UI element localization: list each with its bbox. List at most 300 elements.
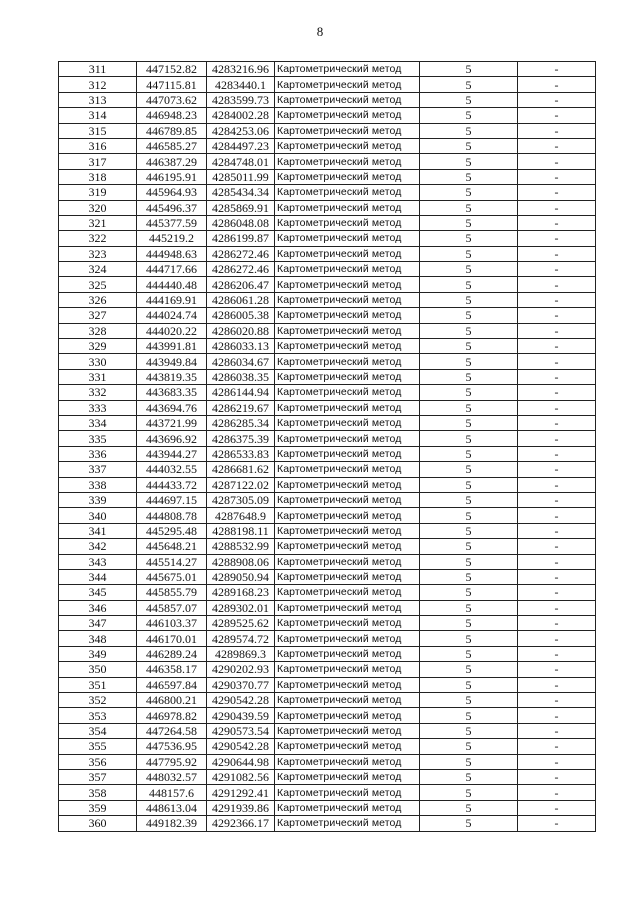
- table-row: [59, 415, 596, 430]
- x-coordinate-cell: 446387.29: [137, 154, 207, 169]
- note-cell: -: [518, 262, 596, 277]
- x-coordinate-cell: 445675.01: [137, 569, 207, 584]
- table-row: [59, 308, 596, 323]
- y-coordinate-cell: 4290202.93: [207, 662, 275, 677]
- point-number-cell: 331: [59, 369, 137, 384]
- y-coordinate-cell: 4289050.94: [207, 569, 275, 584]
- note-cell: -: [518, 631, 596, 646]
- table-row: [59, 446, 596, 461]
- accuracy-cell: 5: [420, 246, 518, 261]
- y-coordinate-cell: 4287648.9: [207, 508, 275, 523]
- table-row: [59, 108, 596, 123]
- accuracy-cell: 5: [420, 662, 518, 677]
- x-coordinate-cell: 443696.92: [137, 431, 207, 446]
- table-row: [59, 693, 596, 708]
- method-cell: Картометрический метод: [275, 631, 420, 646]
- method-cell: Картометрический метод: [275, 138, 420, 153]
- method-cell: Картометрический метод: [275, 246, 420, 261]
- note-cell: -: [518, 754, 596, 769]
- y-coordinate-cell: 4284002.28: [207, 108, 275, 123]
- x-coordinate-cell: 445295.48: [137, 523, 207, 538]
- table-row: [59, 277, 596, 292]
- accuracy-cell: 5: [420, 185, 518, 200]
- note-cell: -: [518, 646, 596, 661]
- note-cell: -: [518, 308, 596, 323]
- method-cell: Картометрический метод: [275, 77, 420, 92]
- note-cell: -: [518, 431, 596, 446]
- note-cell: -: [518, 677, 596, 692]
- x-coordinate-cell: 443683.35: [137, 385, 207, 400]
- accuracy-cell: 5: [420, 446, 518, 461]
- y-coordinate-cell: 4288198.11: [207, 523, 275, 538]
- method-cell: Картометрический метод: [275, 369, 420, 384]
- note-cell: -: [518, 369, 596, 384]
- y-coordinate-cell: 4286272.46: [207, 246, 275, 261]
- y-coordinate-cell: 4286681.62: [207, 462, 275, 477]
- note-cell: -: [518, 354, 596, 369]
- point-number-cell: 360: [59, 816, 137, 831]
- x-coordinate-cell: 447536.95: [137, 739, 207, 754]
- x-coordinate-cell: 448032.57: [137, 769, 207, 784]
- method-cell: Картометрический метод: [275, 92, 420, 107]
- method-cell: Картометрический метод: [275, 739, 420, 754]
- accuracy-cell: 5: [420, 431, 518, 446]
- y-coordinate-cell: 4286034.67: [207, 354, 275, 369]
- note-cell: -: [518, 323, 596, 338]
- y-coordinate-cell: 4290644.98: [207, 754, 275, 769]
- table-row: [59, 215, 596, 230]
- y-coordinate-cell: 4287305.09: [207, 492, 275, 507]
- x-coordinate-cell: 445857.07: [137, 600, 207, 615]
- point-number-cell: 316: [59, 138, 137, 153]
- table-row: [59, 646, 596, 661]
- note-cell: -: [518, 569, 596, 584]
- method-cell: Картометрический метод: [275, 262, 420, 277]
- point-number-cell: 315: [59, 123, 137, 138]
- y-coordinate-cell: 4290573.54: [207, 723, 275, 738]
- point-number-cell: 320: [59, 200, 137, 215]
- method-cell: Картометрический метод: [275, 123, 420, 138]
- point-number-cell: 355: [59, 739, 137, 754]
- x-coordinate-cell: 443944.27: [137, 446, 207, 461]
- accuracy-cell: 5: [420, 385, 518, 400]
- note-cell: -: [518, 185, 596, 200]
- accuracy-cell: 5: [420, 400, 518, 415]
- x-coordinate-cell: 446948.23: [137, 108, 207, 123]
- point-number-cell: 342: [59, 539, 137, 554]
- point-number-cell: 312: [59, 77, 137, 92]
- x-coordinate-cell: 448157.6: [137, 785, 207, 800]
- method-cell: Картометрический метод: [275, 169, 420, 184]
- y-coordinate-cell: 4292366.17: [207, 816, 275, 831]
- method-cell: Картометрический метод: [275, 431, 420, 446]
- y-coordinate-cell: 4286048.08: [207, 215, 275, 230]
- table-row: [59, 339, 596, 354]
- accuracy-cell: 5: [420, 769, 518, 784]
- x-coordinate-cell: 447795.92: [137, 754, 207, 769]
- point-number-cell: 318: [59, 169, 137, 184]
- table-row: [59, 169, 596, 184]
- method-cell: Картометрический метод: [275, 477, 420, 492]
- point-number-cell: 359: [59, 800, 137, 815]
- y-coordinate-cell: 4286144.94: [207, 385, 275, 400]
- method-cell: Картометрический метод: [275, 569, 420, 584]
- x-coordinate-cell: 444808.78: [137, 508, 207, 523]
- point-number-cell: 345: [59, 585, 137, 600]
- accuracy-cell: 5: [420, 231, 518, 246]
- note-cell: -: [518, 523, 596, 538]
- coordinates-table: [58, 61, 596, 832]
- x-coordinate-cell: 445219.2: [137, 231, 207, 246]
- y-coordinate-cell: 4289525.62: [207, 616, 275, 631]
- x-coordinate-cell: 445964.93: [137, 185, 207, 200]
- table-row: [59, 323, 596, 338]
- method-cell: Картометрический метод: [275, 800, 420, 815]
- accuracy-cell: 5: [420, 77, 518, 92]
- method-cell: Картометрический метод: [275, 677, 420, 692]
- method-cell: Картометрический метод: [275, 646, 420, 661]
- accuracy-cell: 5: [420, 323, 518, 338]
- method-cell: Картометрический метод: [275, 662, 420, 677]
- table-row: [59, 185, 596, 200]
- x-coordinate-cell: 446597.84: [137, 677, 207, 692]
- table-row: [59, 462, 596, 477]
- accuracy-cell: 5: [420, 508, 518, 523]
- method-cell: Картометрический метод: [275, 231, 420, 246]
- point-number-cell: 349: [59, 646, 137, 661]
- method-cell: Картометрический метод: [275, 62, 420, 77]
- table-row: [59, 523, 596, 538]
- x-coordinate-cell: 444697.15: [137, 492, 207, 507]
- x-coordinate-cell: 447115.81: [137, 77, 207, 92]
- note-cell: -: [518, 662, 596, 677]
- accuracy-cell: 5: [420, 415, 518, 430]
- y-coordinate-cell: 4284253.06: [207, 123, 275, 138]
- point-number-cell: 330: [59, 354, 137, 369]
- table-row: [59, 585, 596, 600]
- x-coordinate-cell: 446195.91: [137, 169, 207, 184]
- note-cell: -: [518, 231, 596, 246]
- table-row: [59, 508, 596, 523]
- point-number-cell: 347: [59, 616, 137, 631]
- x-coordinate-cell: 446103.37: [137, 616, 207, 631]
- note-cell: -: [518, 77, 596, 92]
- accuracy-cell: 5: [420, 354, 518, 369]
- x-coordinate-cell: 445514.27: [137, 554, 207, 569]
- x-coordinate-cell: 444169.91: [137, 292, 207, 307]
- table-row: [59, 138, 596, 153]
- y-coordinate-cell: 4286272.46: [207, 262, 275, 277]
- note-cell: -: [518, 385, 596, 400]
- method-cell: Картометрический метод: [275, 769, 420, 784]
- method-cell: Картометрический метод: [275, 215, 420, 230]
- y-coordinate-cell: 4290439.59: [207, 708, 275, 723]
- method-cell: Картометрический метод: [275, 816, 420, 831]
- method-cell: Картометрический метод: [275, 616, 420, 631]
- y-coordinate-cell: 4289869.3: [207, 646, 275, 661]
- y-coordinate-cell: 4286061.28: [207, 292, 275, 307]
- accuracy-cell: 5: [420, 154, 518, 169]
- point-number-cell: 333: [59, 400, 137, 415]
- method-cell: Картометрический метод: [275, 323, 420, 338]
- method-cell: Картометрический метод: [275, 708, 420, 723]
- x-coordinate-cell: 447152.82: [137, 62, 207, 77]
- method-cell: Картометрический метод: [275, 185, 420, 200]
- method-cell: Картометрический метод: [275, 539, 420, 554]
- accuracy-cell: 5: [420, 308, 518, 323]
- y-coordinate-cell: 4283216.96: [207, 62, 275, 77]
- point-number-cell: 328: [59, 323, 137, 338]
- method-cell: Картометрический метод: [275, 385, 420, 400]
- point-number-cell: 335: [59, 431, 137, 446]
- note-cell: -: [518, 816, 596, 831]
- x-coordinate-cell: 444948.63: [137, 246, 207, 261]
- y-coordinate-cell: 4285869.91: [207, 200, 275, 215]
- table-row: [59, 800, 596, 815]
- accuracy-cell: 5: [420, 62, 518, 77]
- point-number-cell: 353: [59, 708, 137, 723]
- x-coordinate-cell: 444717.66: [137, 262, 207, 277]
- point-number-cell: 334: [59, 415, 137, 430]
- y-coordinate-cell: 4283599.73: [207, 92, 275, 107]
- table-row: [59, 246, 596, 261]
- table-row: [59, 708, 596, 723]
- y-coordinate-cell: 4290542.28: [207, 693, 275, 708]
- note-cell: -: [518, 616, 596, 631]
- table-row: [59, 231, 596, 246]
- accuracy-cell: 5: [420, 369, 518, 384]
- method-cell: Картометрический метод: [275, 154, 420, 169]
- x-coordinate-cell: 444032.55: [137, 462, 207, 477]
- note-cell: -: [518, 154, 596, 169]
- accuracy-cell: 5: [420, 523, 518, 538]
- table-row: [59, 739, 596, 754]
- accuracy-cell: 5: [420, 800, 518, 815]
- y-coordinate-cell: 4286033.13: [207, 339, 275, 354]
- x-coordinate-cell: 446170.01: [137, 631, 207, 646]
- method-cell: Картометрический метод: [275, 508, 420, 523]
- y-coordinate-cell: 4286533.83: [207, 446, 275, 461]
- accuracy-cell: 5: [420, 277, 518, 292]
- table-row: [59, 385, 596, 400]
- y-coordinate-cell: 4291939.86: [207, 800, 275, 815]
- note-cell: -: [518, 508, 596, 523]
- accuracy-cell: 5: [420, 816, 518, 831]
- table-row: [59, 123, 596, 138]
- table-row: [59, 400, 596, 415]
- method-cell: Картометрический метод: [275, 462, 420, 477]
- note-cell: -: [518, 292, 596, 307]
- table-row: [59, 616, 596, 631]
- x-coordinate-cell: 447264.58: [137, 723, 207, 738]
- accuracy-cell: 5: [420, 169, 518, 184]
- method-cell: Картометрический метод: [275, 400, 420, 415]
- note-cell: -: [518, 246, 596, 261]
- table-row: [59, 554, 596, 569]
- x-coordinate-cell: 446289.24: [137, 646, 207, 661]
- point-number-cell: 322: [59, 231, 137, 246]
- method-cell: Картометрический метод: [275, 339, 420, 354]
- note-cell: -: [518, 708, 596, 723]
- accuracy-cell: 5: [420, 200, 518, 215]
- accuracy-cell: 5: [420, 600, 518, 615]
- point-number-cell: 321: [59, 215, 137, 230]
- accuracy-cell: 5: [420, 708, 518, 723]
- accuracy-cell: 5: [420, 492, 518, 507]
- x-coordinate-cell: 445377.59: [137, 215, 207, 230]
- x-coordinate-cell: 446358.17: [137, 662, 207, 677]
- note-cell: -: [518, 785, 596, 800]
- accuracy-cell: 5: [420, 616, 518, 631]
- y-coordinate-cell: 4289168.23: [207, 585, 275, 600]
- note-cell: -: [518, 200, 596, 215]
- accuracy-cell: 5: [420, 92, 518, 107]
- accuracy-cell: 5: [420, 477, 518, 492]
- note-cell: -: [518, 339, 596, 354]
- point-number-cell: 357: [59, 769, 137, 784]
- accuracy-cell: 5: [420, 569, 518, 584]
- note-cell: -: [518, 169, 596, 184]
- point-number-cell: 354: [59, 723, 137, 738]
- note-cell: -: [518, 123, 596, 138]
- method-cell: Картометрический метод: [275, 415, 420, 430]
- method-cell: Картометрический метод: [275, 292, 420, 307]
- x-coordinate-cell: 447073.62: [137, 92, 207, 107]
- table-row: [59, 92, 596, 107]
- table-row: [59, 785, 596, 800]
- note-cell: -: [518, 585, 596, 600]
- method-cell: Картометрический метод: [275, 108, 420, 123]
- note-cell: -: [518, 554, 596, 569]
- table-row: [59, 292, 596, 307]
- table-row: [59, 354, 596, 369]
- point-number-cell: 323: [59, 246, 137, 261]
- x-coordinate-cell: 445496.37: [137, 200, 207, 215]
- x-coordinate-cell: 446978.82: [137, 708, 207, 723]
- note-cell: -: [518, 415, 596, 430]
- note-cell: -: [518, 62, 596, 77]
- method-cell: Картометрический метод: [275, 554, 420, 569]
- y-coordinate-cell: 4284748.01: [207, 154, 275, 169]
- accuracy-cell: 5: [420, 693, 518, 708]
- note-cell: -: [518, 215, 596, 230]
- point-number-cell: 351: [59, 677, 137, 692]
- table-row: [59, 492, 596, 507]
- table-row: [59, 677, 596, 692]
- accuracy-cell: 5: [420, 123, 518, 138]
- y-coordinate-cell: 4286375.39: [207, 431, 275, 446]
- x-coordinate-cell: 444020.22: [137, 323, 207, 338]
- point-number-cell: 344: [59, 569, 137, 584]
- point-number-cell: 326: [59, 292, 137, 307]
- accuracy-cell: 5: [420, 539, 518, 554]
- accuracy-cell: 5: [420, 631, 518, 646]
- table-row: [59, 200, 596, 215]
- x-coordinate-cell: 445648.21: [137, 539, 207, 554]
- point-number-cell: 356: [59, 754, 137, 769]
- method-cell: Картометрический метод: [275, 523, 420, 538]
- page-number: 8: [316, 24, 324, 39]
- method-cell: Картометрический метод: [275, 693, 420, 708]
- x-coordinate-cell: 446800.21: [137, 693, 207, 708]
- accuracy-cell: 5: [420, 108, 518, 123]
- accuracy-cell: 5: [420, 262, 518, 277]
- accuracy-cell: 5: [420, 677, 518, 692]
- y-coordinate-cell: 4286038.35: [207, 369, 275, 384]
- note-cell: -: [518, 477, 596, 492]
- coordinates-table-body: [59, 62, 596, 832]
- y-coordinate-cell: 4286206.47: [207, 277, 275, 292]
- note-cell: -: [518, 400, 596, 415]
- point-number-cell: 339: [59, 492, 137, 507]
- point-number-cell: 327: [59, 308, 137, 323]
- x-coordinate-cell: 446585.27: [137, 138, 207, 153]
- table-row: [59, 77, 596, 92]
- point-number-cell: 332: [59, 385, 137, 400]
- x-coordinate-cell: 443721.99: [137, 415, 207, 430]
- note-cell: -: [518, 693, 596, 708]
- y-coordinate-cell: 4291292.41: [207, 785, 275, 800]
- table-row: [59, 662, 596, 677]
- x-coordinate-cell: 446789.85: [137, 123, 207, 138]
- point-number-cell: 346: [59, 600, 137, 615]
- accuracy-cell: 5: [420, 785, 518, 800]
- y-coordinate-cell: 4285011.99: [207, 169, 275, 184]
- point-number-cell: 313: [59, 92, 137, 107]
- note-cell: -: [518, 539, 596, 554]
- note-cell: -: [518, 769, 596, 784]
- point-number-cell: 336: [59, 446, 137, 461]
- table-row: [59, 154, 596, 169]
- accuracy-cell: 5: [420, 138, 518, 153]
- accuracy-cell: 5: [420, 739, 518, 754]
- method-cell: Картометрический метод: [275, 723, 420, 738]
- point-number-cell: 348: [59, 631, 137, 646]
- y-coordinate-cell: 4284497.23: [207, 138, 275, 153]
- y-coordinate-cell: 4287122.02: [207, 477, 275, 492]
- y-coordinate-cell: 4286219.67: [207, 400, 275, 415]
- table-row: [59, 631, 596, 646]
- point-number-cell: 329: [59, 339, 137, 354]
- point-number-cell: 340: [59, 508, 137, 523]
- x-coordinate-cell: 448613.04: [137, 800, 207, 815]
- table-row: [59, 431, 596, 446]
- y-coordinate-cell: 4290370.77: [207, 677, 275, 692]
- accuracy-cell: 5: [420, 554, 518, 569]
- point-number-cell: 341: [59, 523, 137, 538]
- table-row: [59, 62, 596, 77]
- note-cell: -: [518, 739, 596, 754]
- note-cell: -: [518, 600, 596, 615]
- x-coordinate-cell: 443949.84: [137, 354, 207, 369]
- point-number-cell: 338: [59, 477, 137, 492]
- table-row: [59, 769, 596, 784]
- table-row: [59, 816, 596, 831]
- table-row: [59, 477, 596, 492]
- method-cell: Картометрический метод: [275, 492, 420, 507]
- x-coordinate-cell: 443819.35: [137, 369, 207, 384]
- x-coordinate-cell: 443694.76: [137, 400, 207, 415]
- y-coordinate-cell: 4283440.1: [207, 77, 275, 92]
- accuracy-cell: 5: [420, 215, 518, 230]
- note-cell: -: [518, 446, 596, 461]
- table-row: [59, 262, 596, 277]
- note-cell: -: [518, 277, 596, 292]
- accuracy-cell: 5: [420, 585, 518, 600]
- point-number-cell: 325: [59, 277, 137, 292]
- method-cell: Картометрический метод: [275, 600, 420, 615]
- table-row: [59, 369, 596, 384]
